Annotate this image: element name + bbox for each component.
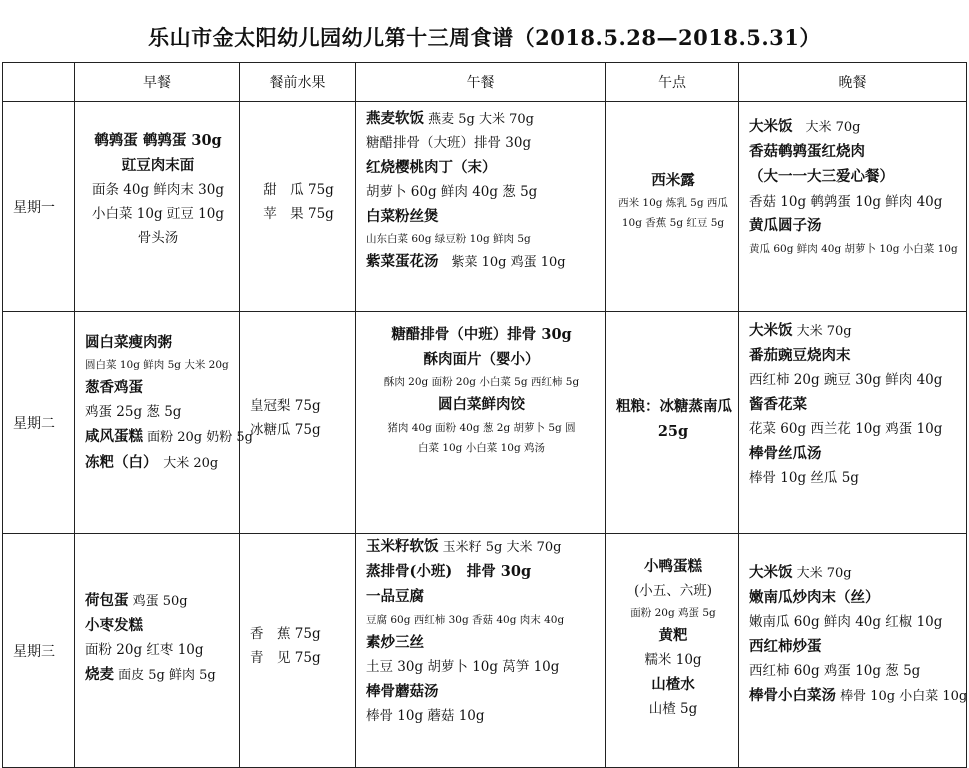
menu-line-text: 25g: [657, 423, 689, 441]
header-dinner: 晚餐: [739, 63, 967, 102]
menu-line: [366, 135, 597, 152]
menu-line-text: 面条 40g 鲜肉末 30g: [91, 182, 224, 199]
breakfast-cell: [75, 102, 240, 312]
menu-line: [250, 650, 347, 667]
day-label: 星期三: [3, 534, 75, 768]
menu-line-text: 小鸭蛋糕: [644, 558, 702, 575]
breakfast-cell: [75, 312, 253, 534]
menu-line-detail: 鸡蛋 50g: [128, 594, 188, 609]
menu-line-text: 蒸排骨(小班) 排骨 30g: [366, 563, 532, 581]
menu-line: [366, 396, 597, 414]
menu-line-text: 大米饭: [749, 564, 793, 581]
menu-line-text: 豇豆肉末面: [121, 157, 195, 175]
snack-cell: [606, 312, 739, 534]
menu-line: [85, 592, 231, 610]
lunch-cell: [356, 102, 606, 312]
menu-line: [616, 558, 730, 576]
menu-line-text: 黄瓜 60g 鲜肉 40g 胡萝卜 10g 小白菜 10g: [749, 242, 958, 255]
menu-line-detail: 棒骨 10g 小白菜 10g: [836, 689, 968, 705]
menu-line: [749, 445, 958, 463]
menu-line-text: 咸风蛋糕: [85, 428, 143, 446]
menu-line: [85, 617, 231, 635]
menu-line: [749, 217, 958, 235]
menu-line-text: 糯米 10g: [644, 652, 702, 669]
dinner-cell: [739, 102, 967, 312]
menu-line: [616, 197, 730, 210]
menu-line: [366, 351, 597, 369]
menu-line: [366, 442, 597, 455]
menu-line-text: 酥肉 20g 面粉 20g 小白菜 5g 西红柿 5g: [383, 376, 580, 389]
fruit-cell: [240, 312, 356, 534]
menu-line: [749, 421, 958, 438]
menu-line-text: (小五、六班): [633, 583, 713, 600]
menu-line: [85, 230, 231, 247]
menu-line-text: 嫩南瓜 60g 鲜肉 40g 红椒 10g: [749, 614, 943, 631]
menu-line: [616, 701, 730, 718]
menu-line-detail: 大米 70g: [792, 566, 852, 581]
menu-line-detail: 紫菜 10g 鸡蛋 10g: [438, 255, 566, 271]
menu-line-text: 酱香花菜: [749, 396, 807, 414]
menu-line-detail: 面皮 5g 鲜肉 5g: [114, 668, 216, 684]
menu-line-text: 棒骨小白菜汤: [749, 687, 836, 705]
header-breakfast: 早餐: [75, 63, 240, 102]
menu-line-text: 小白菜 10g 豇豆 10g: [91, 206, 224, 223]
menu-line: [749, 589, 958, 607]
menu-line-text: 面粉 20g 红枣 10g: [85, 642, 204, 659]
menu-line-text: 西米 10g 炼乳 5g 西瓜: [618, 197, 728, 210]
menu-line: [749, 470, 958, 487]
menu-line: [749, 322, 958, 340]
menu-line-text: 香 蕉 75g: [250, 626, 321, 642]
menu-line-text: 西米露: [651, 172, 695, 189]
menu-line: [250, 182, 347, 199]
menu-line-detail: 燕麦 5g 大米 70g: [424, 112, 534, 127]
menu-line-text: 花菜 60g 西兰花 10g 鸡蛋 10g: [749, 421, 943, 438]
menu-line-text: 紫菜蛋花汤: [366, 253, 439, 271]
menu-line: [366, 634, 597, 652]
menu-line-text: 香菇鹌鹑蛋红烧肉: [749, 143, 865, 161]
menu-line: [250, 398, 347, 415]
menu-line: [749, 396, 958, 414]
menu-line-text: 白菜 10g 小白菜 10g 鸡汤: [417, 441, 545, 454]
menu-line: [749, 168, 958, 186]
menu-line-detail: 玉米籽 5g 大米 70g: [438, 540, 562, 555]
menu-line-text: 白菜粉丝煲: [366, 208, 439, 226]
menu-line-detail: 面粉 20g 奶粉 5g: [143, 430, 253, 446]
menu-line: [366, 588, 597, 606]
menu-line: [616, 652, 730, 669]
menu-line-text: 10g 香蕉 5g 红豆 5g: [621, 217, 725, 230]
day-label: 星期一: [3, 102, 75, 312]
snack-cell: [606, 102, 739, 312]
menu-line-text: 甜 瓜 75g: [263, 182, 334, 198]
menu-line-text: 冰糖瓜 75g: [250, 421, 321, 438]
menu-line: [366, 208, 597, 226]
header-row: [3, 63, 967, 102]
menu-line: [366, 376, 597, 389]
menu-line-text: 豆腐 60g 西红柿 30g 香菇 40g 肉末 40g: [366, 613, 565, 626]
menu-line-text: 棒骨丝瓜汤: [749, 445, 822, 463]
menu-line-text: 红烧樱桃肉丁（末）: [366, 159, 497, 177]
snack-cell: [606, 534, 739, 768]
menu-line: [366, 708, 597, 725]
menu-line-text: 酥肉面片（婴小）: [423, 351, 540, 369]
menu-line: [366, 563, 597, 581]
menu-line: [749, 347, 958, 365]
menu-line-text: 西红柿 60g 鸡蛋 10g 葱 5g: [749, 663, 921, 680]
menu-line: [85, 182, 231, 199]
menu-line-text: 圆白菜 10g 鲜肉 5g 大米 20g: [85, 359, 229, 372]
menu-line-text: 山楂水: [651, 676, 695, 694]
menu-line: [366, 326, 597, 344]
menu-line: [366, 614, 597, 627]
menu-line: [366, 159, 597, 177]
menu-line-detail: 大米 70g: [792, 120, 861, 135]
table-row: [3, 312, 967, 534]
menu-line-text: 棒骨蘑菇汤: [366, 682, 439, 700]
menu-line-detail: 大米 20g: [150, 455, 219, 471]
menu-line: [366, 422, 597, 435]
menu-line: [85, 454, 231, 472]
menu-line: [85, 404, 231, 421]
menu-line: [616, 583, 730, 600]
menu-line-text: 玉米籽软饭: [366, 538, 439, 555]
menu-line: [749, 638, 958, 656]
menu-line-text: 荷包蛋: [85, 592, 129, 609]
menu-line: [749, 118, 958, 136]
menu-line-text: 骨头汤: [137, 230, 179, 246]
menu-line: [85, 206, 231, 223]
menu-line-text: 一品豆腐: [366, 588, 424, 606]
menu-line: [366, 683, 597, 701]
menu-line: [85, 666, 231, 684]
menu-line: [616, 423, 730, 441]
day-label: 星期二: [3, 312, 75, 534]
menu-line: [616, 217, 730, 230]
menu-line-text: 皇冠梨 75g: [250, 398, 321, 414]
table-row: [3, 534, 967, 768]
menu-line-text: 糖醋排骨（中班）排骨 30g: [391, 326, 572, 343]
menu-line-text: 圆白菜鲜肉饺: [438, 396, 525, 414]
menu-line: [366, 184, 597, 201]
fruit-cell: [240, 102, 356, 312]
menu-line: [85, 157, 231, 175]
menu-line-text: 棒骨 10g 蘑菇 10g: [366, 707, 485, 724]
menu-line-text: 香菇 10g 鹌鹑蛋 10g 鲜肉 40g: [749, 193, 943, 210]
menu-line: [366, 538, 597, 556]
menu-line: [85, 428, 253, 446]
menu-line: [85, 642, 231, 659]
dinner-cell: [739, 312, 967, 534]
breakfast-cell: [75, 534, 240, 768]
menu-line-text: 土豆 30g 胡萝卜 10g 莴笋 10g: [366, 658, 560, 675]
menu-line-text: 猪肉 40g 面粉 40g 葱 2g 胡萝卜 5g 圆: [387, 421, 576, 434]
menu-line-text: 葱香鸡蛋: [85, 379, 143, 397]
menu-line: [85, 334, 231, 352]
menu-line: [250, 422, 347, 439]
menu-line: [616, 607, 730, 620]
menu-line-text: 冻粑（白）: [85, 453, 151, 471]
dinner-cell: [739, 534, 967, 768]
menu-line-text: 青 见 75g: [250, 649, 321, 666]
menu-line: [85, 132, 231, 150]
menu-line-text: 素炒三丝: [366, 633, 424, 651]
menu-line-text: 西红柿炒蛋: [749, 638, 822, 656]
menu-line: [616, 627, 730, 645]
menu-line: [749, 663, 958, 680]
menu-line-text: 黄粑: [658, 627, 688, 645]
menu-line-text: 棒骨 10g 丝瓜 5g: [749, 470, 859, 487]
menu-line: [749, 687, 968, 705]
menu-line-text: 糖醋排骨（大班）排骨 30g: [366, 135, 532, 152]
menu-line: [250, 626, 347, 643]
menu-line-text: 烧麦: [85, 666, 114, 684]
menu-line: [749, 372, 958, 389]
header-lunch: 午餐: [356, 63, 606, 102]
menu-line-text: 大米饭: [749, 118, 793, 135]
lunch-cell: [356, 312, 606, 534]
menu-line-text: 西红柿 20g 豌豆 30g 鲜肉 40g: [749, 372, 943, 389]
menu-line-text: 鹌鹑蛋 鹌鹑蛋 30g: [94, 132, 222, 149]
menu-line-detail: 大米 70g: [792, 324, 852, 339]
menu-line: [85, 379, 231, 397]
menu-line: [250, 206, 347, 223]
menu-line: [366, 253, 597, 271]
menu-line: [85, 359, 231, 372]
menu-line: [749, 614, 958, 631]
menu-line: [616, 398, 730, 416]
menu-line: [616, 172, 730, 190]
menu-line-text: 燕麦软饭: [366, 110, 424, 127]
header-fruit: 餐前水果: [240, 63, 356, 102]
menu-line-text: 嫩南瓜炒肉末（丝）: [749, 589, 880, 607]
menu-table: [2, 62, 967, 768]
menu-line-text: 大米饭: [749, 322, 793, 339]
menu-line: [749, 143, 958, 161]
menu-line: [366, 659, 597, 676]
menu-line-text: 圆白菜瘦肉粥: [85, 334, 172, 351]
menu-line-text: 鸡蛋 25g 葱 5g: [85, 404, 182, 421]
lunch-cell: [356, 534, 606, 768]
table-row: [3, 102, 967, 312]
menu-line-text: 山东白菜 60g 绿豆粉 10g 鲜肉 5g: [366, 233, 531, 246]
menu-line: [749, 564, 958, 582]
menu-line-text: （大一一大三爱心餐）: [749, 168, 894, 186]
fruit-cell: [240, 534, 356, 768]
menu-line-text: 粗粮：冰糖蒸南瓜: [616, 398, 732, 415]
menu-line-text: 山楂 5g: [648, 701, 698, 718]
menu-line-text: 面粉 20g 鸡蛋 5g: [630, 607, 716, 619]
header-day: [3, 63, 75, 102]
menu-line: [749, 243, 958, 256]
page-title: 乐山市金太阳幼儿园幼儿第十三周食谱（2018.5.28—2018.5.31）: [148, 25, 821, 50]
menu-line: [366, 110, 597, 128]
header-snack: 午点: [606, 63, 739, 102]
menu-line-text: 小枣发糕: [85, 617, 143, 635]
menu-line: [616, 676, 730, 694]
menu-line-text: 苹 果 75g: [263, 205, 334, 222]
menu-line-text: 番茄豌豆烧肉末: [749, 347, 851, 365]
menu-line-text: 黄瓜圆子汤: [749, 217, 822, 235]
menu-line: [366, 233, 597, 246]
menu-line: [749, 194, 958, 211]
menu-line-text: 胡萝卜 60g 鲜肉 40g 葱 5g: [366, 184, 538, 201]
